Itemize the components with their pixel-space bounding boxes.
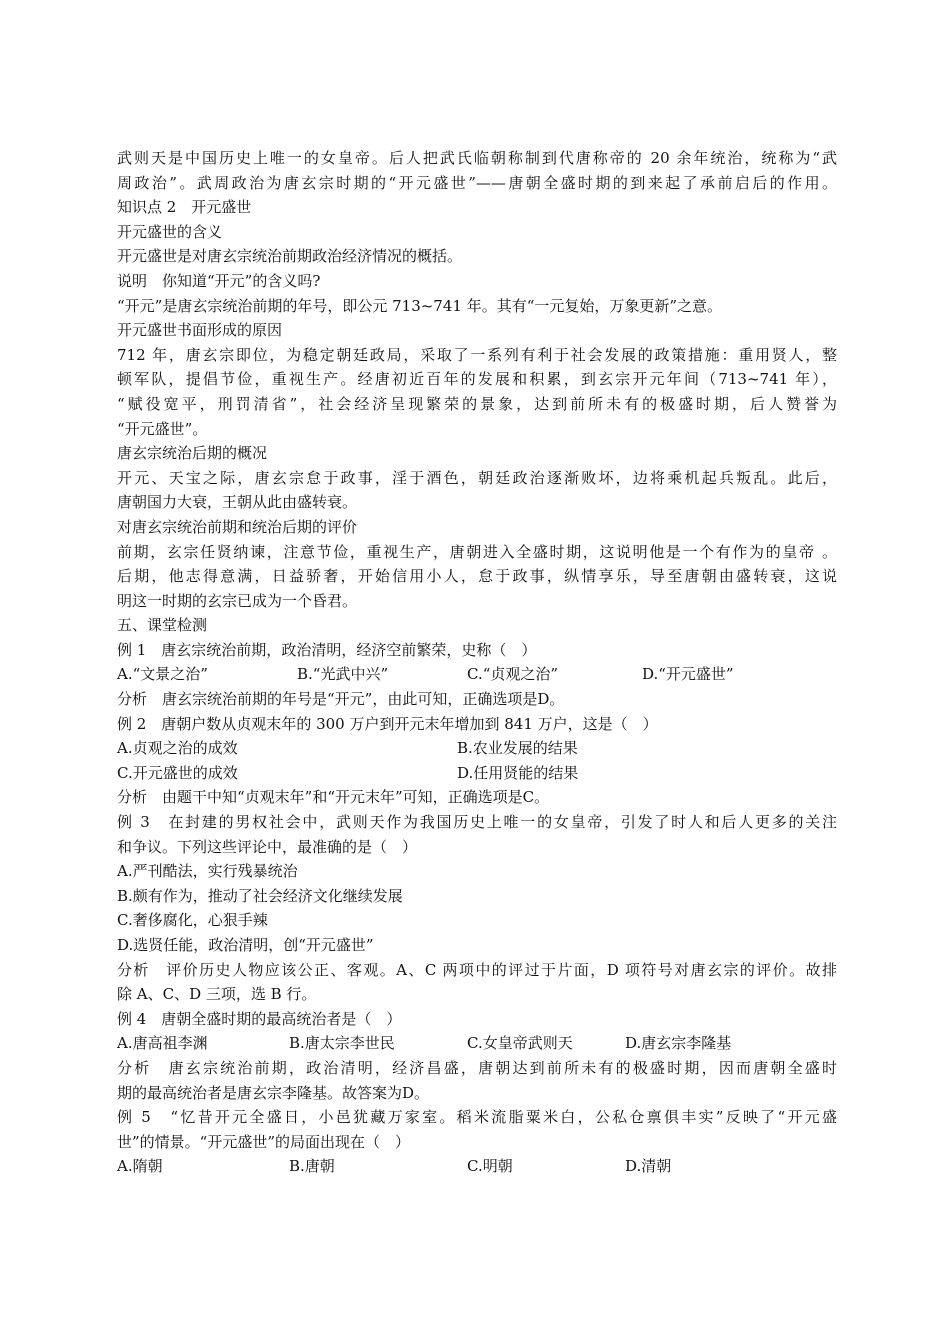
subheading: 唐玄宗统治后期的概况 xyxy=(117,444,268,463)
q2-options-row xyxy=(117,736,837,761)
text-line: 武则天是中国历史上唯一的女皇帝。后人把武氏临朝称制到代唐称帝的 20 余年统治，统称为“武 xyxy=(117,149,837,167)
question-stem: 例 2 唐朝户数从贞观末年的 300 万户到开元末年增加到 841 万户，这是（ ） xyxy=(117,714,658,733)
question-stem: 例 3 在封建的男权社会中，武则天作为我国历史上唯一的女皇帝，引发了时人和后人更多的关注 xyxy=(117,813,837,832)
text-line: 唐朝国力大衰，王朝从此由盛转衰。 xyxy=(117,493,358,512)
text-line: “开元盛世”。 xyxy=(117,419,208,438)
option: B.农业发展的结果 xyxy=(457,739,578,758)
text-line: 明这一时期的玄宗已成为一个昏君。 xyxy=(117,591,358,610)
option: C.“贞观之治” xyxy=(467,665,559,684)
analysis: 分析 唐玄宗统治前期，政治清明，经济昌盛，唐朝达到前所未有的极盛时期，因而唐朝全盛时 xyxy=(117,1058,837,1077)
analysis: 除 A、C、D 三项，选 B 行。 xyxy=(117,985,317,1004)
question-stem: 和争议。下列这些评论中，最准确的是（ ） xyxy=(117,837,418,856)
subheading: 开元盛世书面形成的原因 xyxy=(117,321,283,340)
text-line: 开元、天宝之际，唐玄宗怠于政事，淫于酒色，朝廷政治逐渐败坏，边将乘机起兵叛乱。此后， xyxy=(117,468,837,487)
analysis: 期的最高统治者是唐玄宗李隆基。故答案为D。 xyxy=(117,1083,430,1102)
text-line: 前期，玄宗任贤纳谏，注意节俭，重视生产，唐朝进入全盛时期，这说明他是一个有作为的皇帝 。 xyxy=(117,542,837,561)
subheading: 对唐玄宗统治前期和统治后期的评价 xyxy=(117,517,358,536)
analysis: 分析 评价历史人物应该公正、客观。A、C 两项中的评过于片面，D 项符号对唐玄宗的评价。故排 xyxy=(117,960,837,979)
option: C.明朝 xyxy=(467,1157,513,1176)
text-line: 说明 你知道“开元”的含义吗? xyxy=(117,271,321,290)
text-line: 后期，他志得意满，日益骄奢，开始信用小人，怠于政事，纵情享乐，导至唐朝由盛转衰，这说 xyxy=(117,567,837,586)
question-stem: 例 5 “忆昔开元全盛日，小邑犹藏万家室。稻米流脂粟米白，公私仓禀俱丰实”反映了“开元盛 xyxy=(117,1108,837,1127)
option: B.“光武中兴” xyxy=(297,665,389,684)
question-stem: 例 4 唐朝全盛时期的最高统治者是（ ） xyxy=(117,1009,402,1028)
option: C.女皇帝武则天 xyxy=(467,1034,573,1053)
q5-options xyxy=(117,1154,837,1179)
document-body xyxy=(117,146,837,1179)
text-line: 开元盛世是对唐玄宗统治前期政治经济情况的概括。 xyxy=(117,247,463,266)
q2-options-row xyxy=(117,761,837,786)
option: A.唐高祖李渊 xyxy=(117,1034,208,1053)
option: D.唐玄宗李隆基 xyxy=(625,1034,732,1053)
text-line: 顿军队，提倡节俭，重视生产。经唐初近百年的发展和积累，到玄宗开元年间（713~741 年）， xyxy=(117,370,837,389)
text-line: “赋役宽平，刑罚清省”，社会经济呈现繁荣的景象，达到前所未有的极盛时期，后人赞誉为 xyxy=(117,394,837,413)
section-heading: 五、课堂检测 xyxy=(117,616,208,635)
option: A.严刊酷法，实行残暴统治 xyxy=(117,862,298,881)
option: D.选贤任能，政治清明，创“开元盛世” xyxy=(117,936,374,954)
option: B.唐太宗李世民 xyxy=(289,1034,395,1053)
analysis: 分析 由题干中知“贞观末年”和“开元末年”可知，正确选项是C。 xyxy=(117,788,550,807)
subheading: 开元盛世的含义 xyxy=(117,222,223,241)
analysis: 分析 唐玄宗统治前期的年号是“开元”，由此可知，正确选项是D。 xyxy=(117,690,565,709)
q1-options xyxy=(117,662,837,687)
option: A.隋朝 xyxy=(117,1157,163,1176)
q4-options xyxy=(117,1031,837,1056)
option: B.唐朝 xyxy=(289,1157,335,1176)
option: A.贞观之治的成效 xyxy=(117,739,238,758)
text-line: “开元”是唐玄宗统治前期的年号，即公元 713~741 年。其有“一元复始，万象更新”之意。 xyxy=(117,296,723,315)
option: C.奢侈腐化，心狠手辣 xyxy=(117,911,268,930)
question-stem: 世”的情景。“开元盛世”的局面出现在（ ） xyxy=(117,1132,411,1151)
text-line: 712 年，唐玄宗即位，为稳定朝廷政局，采取了一系列有利于社会发展的政策措施：重用贤人，整 xyxy=(117,345,837,364)
question-stem: 例 1 唐玄宗统治前期，政治清明，经济空前繁荣，史称（ ） xyxy=(117,640,537,659)
text-line: 周政治”。武周政治为唐玄宗时期的“开元盛世”——唐朝全盛时期的到来起了承前启后的作用。 xyxy=(117,173,837,192)
option: D.任用贤能的结果 xyxy=(457,763,579,782)
option: B.颇有作为，推动了社会经济文化继续发展 xyxy=(117,886,403,905)
option: C.开元盛世的成效 xyxy=(117,763,238,782)
option: D.清朝 xyxy=(625,1157,672,1176)
section-heading: 知识点 2 开元盛世 xyxy=(117,198,252,217)
option: D.“开元盛世” xyxy=(642,665,734,684)
option: A.“文景之治” xyxy=(117,665,208,684)
